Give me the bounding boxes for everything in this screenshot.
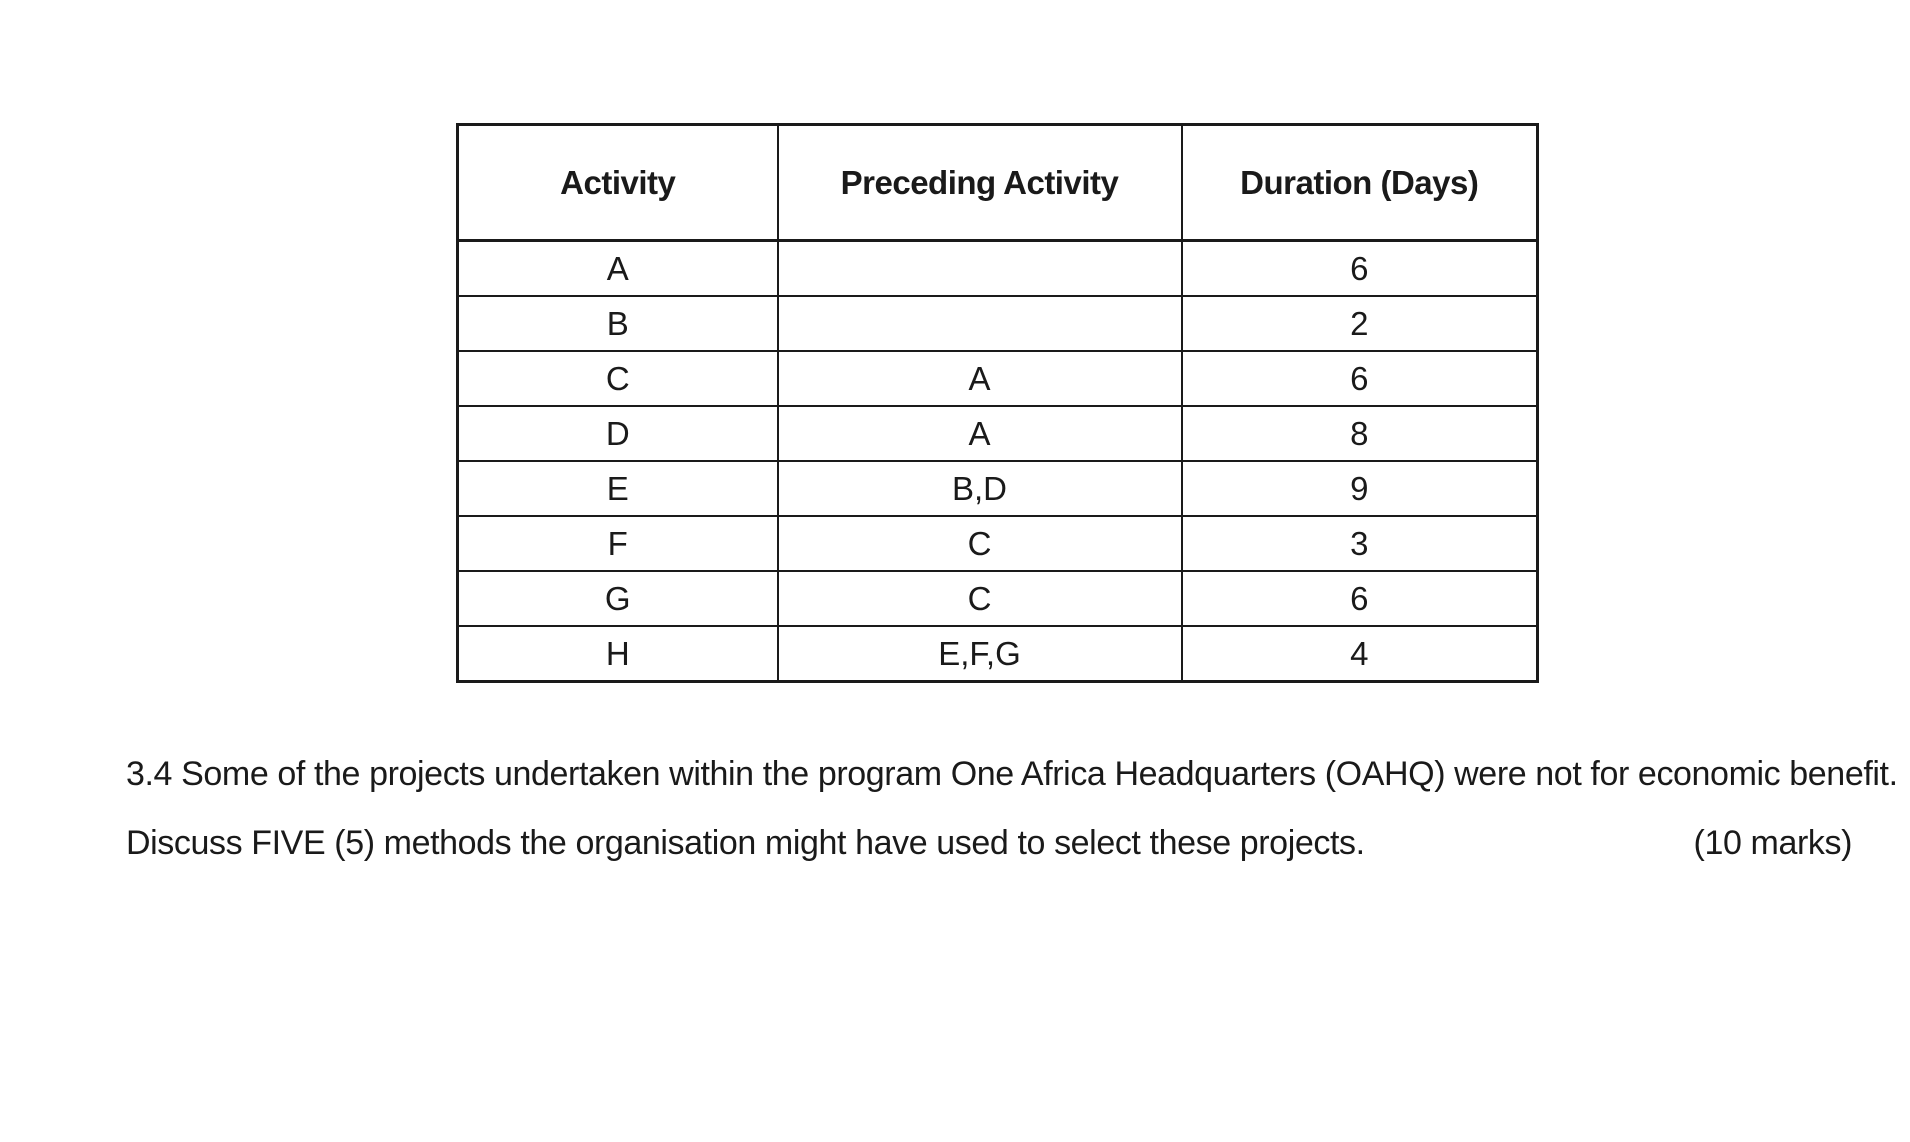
cell-activity: H (458, 626, 778, 682)
cell-activity: E (458, 461, 778, 516)
table-row (458, 241, 1538, 297)
table-row (458, 626, 1538, 682)
cell-activity: G (458, 571, 778, 626)
header-activity: Activity (458, 125, 778, 241)
cell-duration: 3 (1182, 516, 1538, 571)
cell-preceding: C (778, 571, 1182, 626)
cell-activity: C (458, 351, 778, 406)
cell-duration: 6 (1182, 571, 1538, 626)
question-text-line2-container (126, 824, 1866, 866)
cell-duration: 8 (1182, 406, 1538, 461)
cell-activity: F (458, 516, 778, 571)
table-row (458, 571, 1538, 626)
cell-preceding: A (778, 406, 1182, 461)
cell-preceding (778, 241, 1182, 297)
table-row (458, 461, 1538, 516)
header-duration: Duration (Days) (1182, 125, 1538, 241)
question-text-line2: Discuss FIVE (5) methods the organisation might have used to select these projects. (126, 824, 1365, 862)
cell-preceding: B,D (778, 461, 1182, 516)
cell-preceding: E,F,G (778, 626, 1182, 682)
cell-preceding (778, 296, 1182, 351)
table-row (458, 351, 1538, 406)
cell-duration: 9 (1182, 461, 1538, 516)
cell-duration: 2 (1182, 296, 1538, 351)
table-row (458, 296, 1538, 351)
cell-preceding: C (778, 516, 1182, 571)
cell-duration: 6 (1182, 241, 1538, 297)
question-marks: (10 marks) (1693, 824, 1852, 862)
question-block (126, 755, 1898, 866)
cell-activity: D (458, 406, 778, 461)
cell-activity: A (458, 241, 778, 297)
activity-table (456, 123, 1539, 683)
header-preceding-activity: Preceding Activity (778, 125, 1182, 241)
question-text-line1: 3.4 Some of the projects undertaken within the program One Africa Headquarters (OAHQ) were not for economic benefit. (126, 755, 1898, 793)
cell-preceding: A (778, 351, 1182, 406)
table-header-row (458, 125, 1538, 241)
cell-duration: 6 (1182, 351, 1538, 406)
cell-activity: B (458, 296, 778, 351)
table-row (458, 406, 1538, 461)
cell-duration: 4 (1182, 626, 1538, 682)
table-row (458, 516, 1538, 571)
